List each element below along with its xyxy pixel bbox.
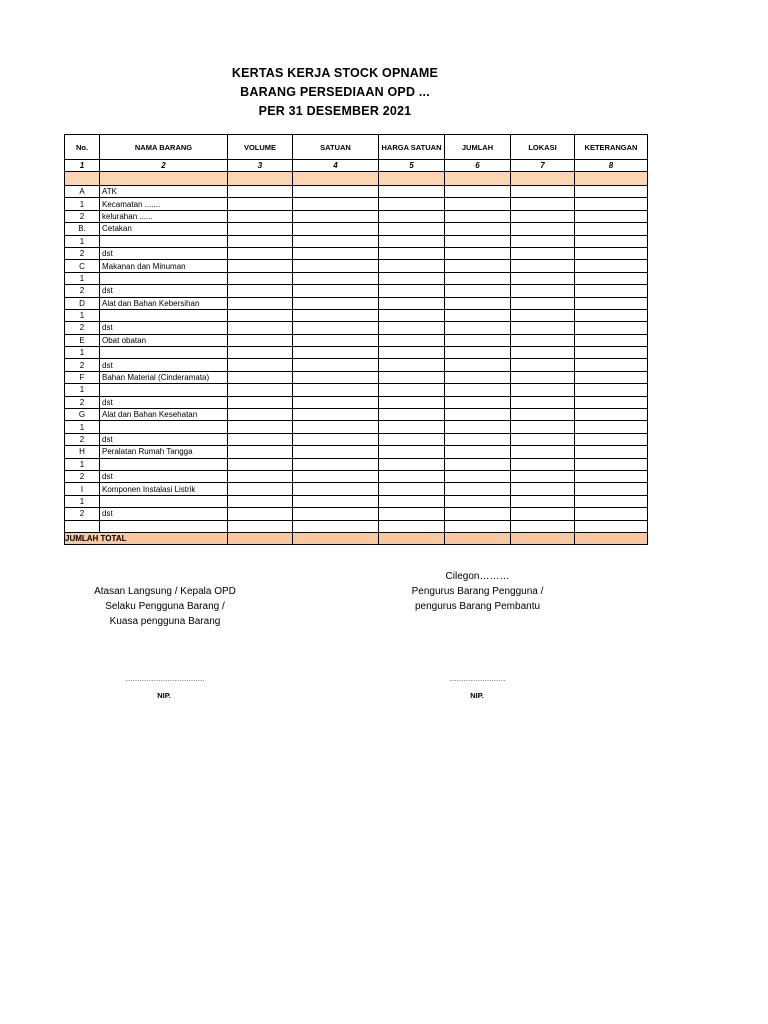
row-cell [379,371,445,383]
row-number: 2 [65,396,100,408]
row-cell [379,409,445,421]
stock-opname-table [64,134,648,545]
sig-left-name-placeholder: ……………………………. [125,676,205,683]
row-cell [511,297,575,309]
row-number: F [65,371,100,383]
row-item-name: dst [100,508,228,520]
row-cell [575,309,648,321]
row-cell [228,186,293,198]
table-row [65,285,648,297]
row-cell [293,223,379,235]
row-cell [293,247,379,259]
row-cell [445,334,511,346]
row-item-name: Makanan dan Minuman [100,260,228,272]
header-volume: VOLUME [228,135,293,160]
table-row [65,446,648,458]
row-cell [511,247,575,259]
row-item-name: dst [100,322,228,334]
row-cell [228,272,293,284]
row-cell [228,334,293,346]
row-item-name: Alat dan Bahan Kesehatan [100,409,228,421]
row-number: 2 [65,508,100,520]
row-cell [293,446,379,458]
row-cell [511,260,575,272]
row-cell [379,285,445,297]
row-cell [445,483,511,495]
row-cell [511,508,575,520]
row-number: 2 [65,433,100,445]
row-cell [511,210,575,222]
row-cell [228,260,293,272]
row-item-name: dst [100,285,228,297]
row-cell [511,198,575,210]
header-harga-satuan: HARGA SATUAN [379,135,445,160]
table-row [65,334,648,346]
row-cell [445,384,511,396]
row-cell [445,223,511,235]
table-row [65,297,648,309]
row-number: 2 [65,285,100,297]
table-row [65,495,648,507]
sig-left-nip: NIP. [157,691,171,700]
row-cell [379,223,445,235]
row-item-name [100,272,228,284]
column-number: 1 [65,160,100,172]
row-cell [511,396,575,408]
row-cell [575,285,648,297]
row-cell [293,210,379,222]
row-cell [228,198,293,210]
row-cell [575,347,648,359]
row-cell [445,470,511,482]
column-number: 2 [100,160,228,172]
row-cell [293,495,379,507]
item-rows [65,186,648,533]
row-cell [575,446,648,458]
row-cell [511,446,575,458]
row-cell [445,297,511,309]
header-no: No. [65,135,100,160]
row-cell [445,458,511,470]
column-number: 5 [379,160,445,172]
row-cell [575,223,648,235]
row-cell [511,483,575,495]
row-cell [575,322,648,334]
row-cell [228,433,293,445]
row-item-name [100,520,228,532]
sig-left-line2: Selaku Pengguna Barang / [105,601,225,612]
row-cell [445,235,511,247]
total-label: JUMLAH TOTAL [65,532,228,544]
sig-left-line3: Kuasa pengguna Barang [109,616,221,627]
row-cell [575,247,648,259]
row-cell [575,396,648,408]
row-cell [445,446,511,458]
row-cell [445,433,511,445]
row-item-name [100,309,228,321]
row-cell [293,483,379,495]
table-row [65,322,648,334]
row-cell [445,347,511,359]
row-cell [511,421,575,433]
header-nama-barang: NAMA BARANG [100,135,228,160]
row-cell [228,309,293,321]
row-cell [293,359,379,371]
row-cell [445,421,511,433]
row-number: 1 [65,347,100,359]
table-row [65,235,648,247]
row-number: 2 [65,470,100,482]
row-cell [228,470,293,482]
row-cell [511,495,575,507]
table-row [65,210,648,222]
row-item-name [100,347,228,359]
row-cell [228,483,293,495]
row-number: 1 [65,495,100,507]
header-satuan: SATUAN [293,135,379,160]
row-cell [445,210,511,222]
row-item-name: Bahan Material (Cinderamata) [100,371,228,383]
row-cell [379,359,445,371]
row-cell [228,235,293,247]
header-jumlah: JUMLAH [445,135,511,160]
row-cell [575,371,648,383]
sig-right-name-placeholder: …………………… [449,676,506,683]
row-cell [575,483,648,495]
row-number: A [65,186,100,198]
row-cell [511,334,575,346]
row-cell [293,285,379,297]
row-cell [379,470,445,482]
row-cell [575,210,648,222]
row-cell [445,322,511,334]
row-cell [379,235,445,247]
table-row [65,508,648,520]
row-cell [445,409,511,421]
row-item-name: Peralatan Rumah Tangga [100,446,228,458]
row-cell [228,421,293,433]
row-cell [511,409,575,421]
sig-right-city: Cilegon……… [445,571,510,582]
table-row [65,260,648,272]
sig-right-nip: NIP. [470,691,484,700]
table-row [65,359,648,371]
table-row [65,309,648,321]
row-cell [445,272,511,284]
row-item-name [100,421,228,433]
row-number: 1 [65,309,100,321]
table-row [65,198,648,210]
row-cell [511,309,575,321]
column-number: 6 [445,160,511,172]
row-cell [228,285,293,297]
row-cell [445,520,511,532]
row-cell [575,186,648,198]
row-cell [293,371,379,383]
row-cell [511,384,575,396]
table-row [65,483,648,495]
row-cell [293,470,379,482]
row-cell [379,210,445,222]
row-number: B. [65,223,100,235]
header-lokasi: LOKASI [511,135,575,160]
row-cell [379,334,445,346]
row-cell [379,446,445,458]
column-number-row [65,160,648,172]
title-line-2: BARANG PERSEDIAAN OPD ... [240,85,430,99]
row-item-name: dst [100,433,228,445]
row-number: G [65,409,100,421]
row-cell [511,520,575,532]
total-row [65,532,648,544]
row-number: 2 [65,247,100,259]
row-cell [228,458,293,470]
row-number: H [65,446,100,458]
row-cell [293,458,379,470]
row-cell [293,433,379,445]
row-cell [445,309,511,321]
document-title [60,64,610,121]
row-cell [293,347,379,359]
signature-right [380,569,575,614]
table-row [65,186,648,198]
row-cell [445,508,511,520]
row-cell [445,285,511,297]
row-number: I [65,483,100,495]
row-cell [228,520,293,532]
row-cell [228,446,293,458]
row-cell [228,409,293,421]
row-cell [293,520,379,532]
row-item-name: Obat obatan [100,334,228,346]
row-cell [445,186,511,198]
row-cell [511,223,575,235]
row-number: 2 [65,322,100,334]
row-cell [445,247,511,259]
row-cell [511,235,575,247]
row-number: D [65,297,100,309]
row-cell [511,347,575,359]
row-cell [575,260,648,272]
row-cell [228,322,293,334]
row-cell [379,508,445,520]
row-number: 1 [65,384,100,396]
row-item-name: Alat dan Bahan Kebersihan [100,297,228,309]
row-cell [293,508,379,520]
row-cell [575,384,648,396]
row-cell [575,495,648,507]
row-number: 1 [65,272,100,284]
column-number: 7 [511,160,575,172]
row-item-name: dst [100,359,228,371]
row-cell [293,322,379,334]
row-cell [379,396,445,408]
sig-right-line1: Pengurus Barang Pengguna / [411,586,544,597]
row-cell [575,470,648,482]
table-row [65,520,648,532]
row-item-name: Kecamatan ....... [100,198,228,210]
row-cell [379,483,445,495]
table-row [65,409,648,421]
row-item-name [100,235,228,247]
row-cell [575,409,648,421]
row-cell [575,297,648,309]
row-cell [379,322,445,334]
row-item-name: dst [100,396,228,408]
row-number: C [65,260,100,272]
row-cell [379,433,445,445]
row-cell [228,371,293,383]
row-cell [575,198,648,210]
table-row [65,470,648,482]
column-number: 4 [293,160,379,172]
row-cell [379,384,445,396]
row-cell [575,520,648,532]
row-cell [379,520,445,532]
row-item-name [100,384,228,396]
column-number: 8 [575,160,648,172]
row-cell [379,309,445,321]
row-number: 2 [65,210,100,222]
table-row [65,247,648,259]
row-cell [575,359,648,371]
row-cell [575,458,648,470]
row-item-name: ATK [100,186,228,198]
row-cell [575,508,648,520]
row-cell [228,359,293,371]
row-cell [228,495,293,507]
table-row [65,223,648,235]
row-cell [445,260,511,272]
row-cell [379,260,445,272]
row-cell [379,495,445,507]
row-cell [511,322,575,334]
table-row [65,347,648,359]
row-cell [228,508,293,520]
title-line-3: PER 31 DESEMBER 2021 [258,104,412,118]
row-cell [379,458,445,470]
row-cell [293,260,379,272]
row-cell [293,198,379,210]
table-row [65,458,648,470]
row-number: 2 [65,359,100,371]
row-cell [379,272,445,284]
row-cell [379,297,445,309]
row-number: 1 [65,458,100,470]
row-number: 1 [65,198,100,210]
row-item-name: Komponen Instalasi Listrik [100,483,228,495]
shaded-separator-row [65,172,648,186]
row-cell [511,285,575,297]
row-cell [511,272,575,284]
row-cell [293,297,379,309]
row-cell [293,309,379,321]
row-cell [228,247,293,259]
row-cell [228,347,293,359]
row-cell [379,247,445,259]
row-item-name: Cetakan [100,223,228,235]
row-cell [511,470,575,482]
row-cell [228,384,293,396]
row-cell [293,396,379,408]
row-cell [511,458,575,470]
row-cell [445,371,511,383]
row-cell [228,223,293,235]
header-keterangan: KETERANGAN [575,135,648,160]
row-cell [511,359,575,371]
row-item-name [100,495,228,507]
row-cell [575,272,648,284]
row-cell [511,433,575,445]
row-cell [293,334,379,346]
row-cell [379,347,445,359]
row-cell [379,421,445,433]
header-row [65,135,648,160]
sig-left-line1: Atasan Langsung / Kepala OPD [94,586,236,597]
column-number: 3 [228,160,293,172]
row-cell [228,297,293,309]
table-row [65,272,648,284]
table-row [65,384,648,396]
title-line-1: KERTAS KERJA STOCK OPNAME [231,66,439,80]
row-cell [445,396,511,408]
row-item-name: kelurahan ...... [100,210,228,222]
row-cell [293,409,379,421]
signature-left [70,584,260,629]
row-cell [511,371,575,383]
row-item-name: dst [100,247,228,259]
row-cell [228,210,293,222]
table-row [65,433,648,445]
row-cell [293,384,379,396]
row-cell [445,359,511,371]
row-cell [445,198,511,210]
row-cell [575,433,648,445]
row-cell [445,495,511,507]
row-cell [379,186,445,198]
table-row [65,396,648,408]
row-cell [228,396,293,408]
row-cell [575,421,648,433]
row-cell [293,186,379,198]
table-row [65,371,648,383]
row-item-name [100,458,228,470]
row-number: 1 [65,421,100,433]
row-cell [293,421,379,433]
sig-right-line2: pengurus Barang Pembantu [414,601,541,612]
row-number: E [65,334,100,346]
row-cell [575,235,648,247]
row-cell [511,186,575,198]
row-cell [293,235,379,247]
row-cell [575,334,648,346]
row-item-name: dst [100,470,228,482]
row-cell [379,198,445,210]
row-number: 1 [65,235,100,247]
row-number [65,520,100,532]
row-cell [293,272,379,284]
table-row [65,421,648,433]
